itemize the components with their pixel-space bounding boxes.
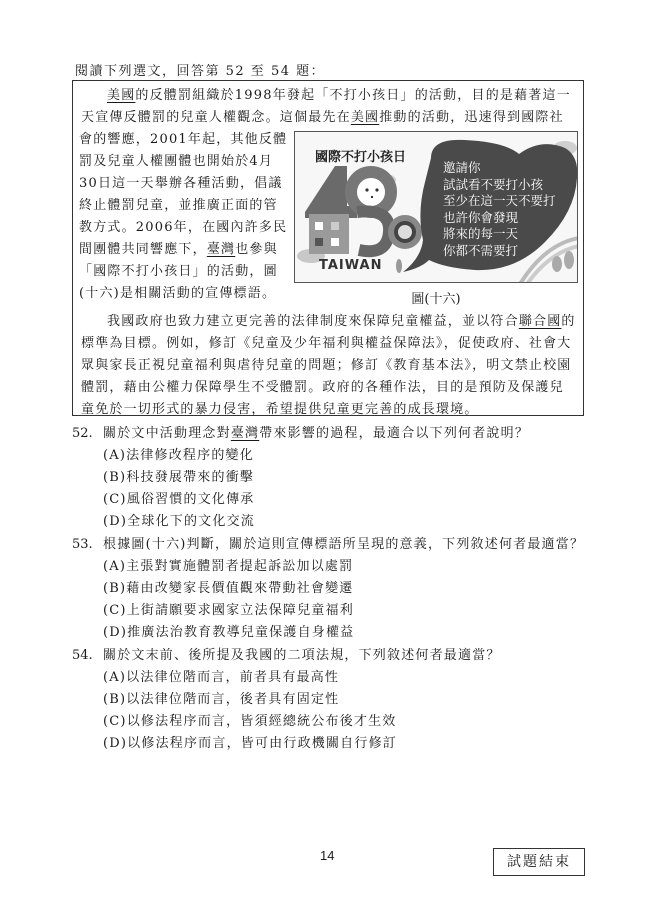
option-d[interactable]: (D)以修法程序而言，皆可由行政機關自行修訂 xyxy=(103,736,397,751)
passage-text: 推動的活動，迅速得到國際社 xyxy=(379,110,564,125)
reading-instruction: 閱讀下列選文，回答第 52 至 54 題： xyxy=(75,64,326,79)
question-stem xyxy=(72,645,501,667)
slogan-line: 將來的每一天 xyxy=(443,226,519,241)
option-b[interactable]: (B)以法律位階而言，後者具有固定性 xyxy=(103,692,340,707)
question-text: 根據圖(十六)判斷，關於這則宣傳標語所呈現的意義，下列敘述何者最適當？ xyxy=(103,537,585,552)
question-number: 54. xyxy=(72,648,93,663)
slogan-line: 至少在這一天不要打 xyxy=(443,193,556,208)
answer-options xyxy=(103,445,529,533)
answer-options xyxy=(103,667,501,755)
figure-16-poster xyxy=(294,131,578,283)
option-a[interactable]: (A)主張對實施體罰者提起訴訟加以處罰 xyxy=(103,559,354,574)
passage-text: 的反體罰組織於1998年發起「不打小孩日」的活動，目的是藉著這一天宣傳反體罰的兒童人權觀念。這個最先在 xyxy=(81,88,571,125)
passage-text: 的標準為目標。例如，修訂《兒童及少年福利與權益保障法》，促使政府、社會大眾與家長正視兒童福利與虐待兒童的問題；修訂《教育基本法》，明文禁止校園體罰，藉由公權力保障學生不受體罰。政府的各種作法，目的是預防及保護兒童免於一切形式的暴力侵害，希望提供兒童更完善的成長環境。 xyxy=(81,314,576,417)
page-number: 14 xyxy=(320,848,335,863)
option-d[interactable]: (D)全球化下的文化交流 xyxy=(103,514,255,529)
option-b[interactable]: (B)藉由改變家長價值觀來帶動社會變遷 xyxy=(103,581,354,596)
option-c[interactable]: (C)風俗習慣的文化傳承 xyxy=(103,492,255,507)
slogan-line: 你都不需要打 xyxy=(443,242,519,258)
underlined-term: 美國 xyxy=(107,88,136,103)
passage-text: 會的響應，2001年起，其他反體罰及兒童人權團體也開始於4月30日這一天舉辦各種活動，倡議終止體罰兒童，並推廣正面的管教方式。2006年，在國內許多民間團體共同響應下， xyxy=(79,132,288,257)
underlined-term: 美國 xyxy=(350,110,380,125)
figure-caption: 圖(十六) xyxy=(411,292,461,307)
answer-options xyxy=(103,556,584,644)
option-c[interactable]: (C)上街請願要求國家立法保障兒童福利 xyxy=(103,603,354,618)
poster-title: 國際不打小孩日 xyxy=(315,150,407,165)
option-a[interactable]: (A)法律修改程序的變化 xyxy=(103,448,254,463)
option-b[interactable]: (B)科技發展帶來的衝擊 xyxy=(103,470,255,485)
underlined-term: 聯合國 xyxy=(518,314,562,329)
poster-slogan xyxy=(443,160,556,259)
passage-paragraph-2 xyxy=(81,311,577,421)
option-a[interactable]: (A)以法律位階而言，前者具有最高性 xyxy=(103,670,340,685)
passage-text: 也參與「國際不打小孩日」的活動，圖(十六)是相關活動的宣傳標語。 xyxy=(79,242,278,301)
underlined-term: 臺灣 xyxy=(230,426,260,441)
option-c[interactable]: (C)以修法程序而言，皆須經總統公布後才生效 xyxy=(103,714,397,729)
question-53 xyxy=(72,534,584,644)
option-d[interactable]: (D)推廣法治教育教導兒童保護自身權益 xyxy=(103,625,355,640)
question-text: 關於文末前、後所提及我國的二項法規，下列敘述何者最適當？ xyxy=(103,648,501,663)
question-number: 52. xyxy=(72,426,93,441)
question-stem xyxy=(72,423,529,445)
passage-text: 我國政府也致力建立更完善的法律制度來保障兒童權益，並以符合 xyxy=(107,314,519,329)
stem-text: 關於文中活動理念對 xyxy=(103,426,231,441)
poster-taiwan-label: TAIWAN xyxy=(319,258,383,273)
stem-text: 帶來影響的過程，最適合以下列何者說明？ xyxy=(259,426,530,441)
passage-paragraph-1-wrap xyxy=(79,129,289,305)
question-52 xyxy=(72,423,529,533)
slogan-line: 也許你會發現 xyxy=(443,209,519,225)
reading-passage-box xyxy=(72,80,584,416)
slogan-line: 試試看不要打小孩 xyxy=(443,176,544,192)
question-text xyxy=(103,423,529,445)
underlined-term: 臺灣 xyxy=(206,242,236,257)
question-stem xyxy=(72,534,584,556)
end-of-exam-label: 試題結束 xyxy=(493,848,585,876)
slogan-line: 邀請你 xyxy=(443,160,481,175)
question-54 xyxy=(72,645,501,755)
question-number: 53. xyxy=(72,537,93,552)
passage-paragraph-1-top xyxy=(81,85,577,129)
